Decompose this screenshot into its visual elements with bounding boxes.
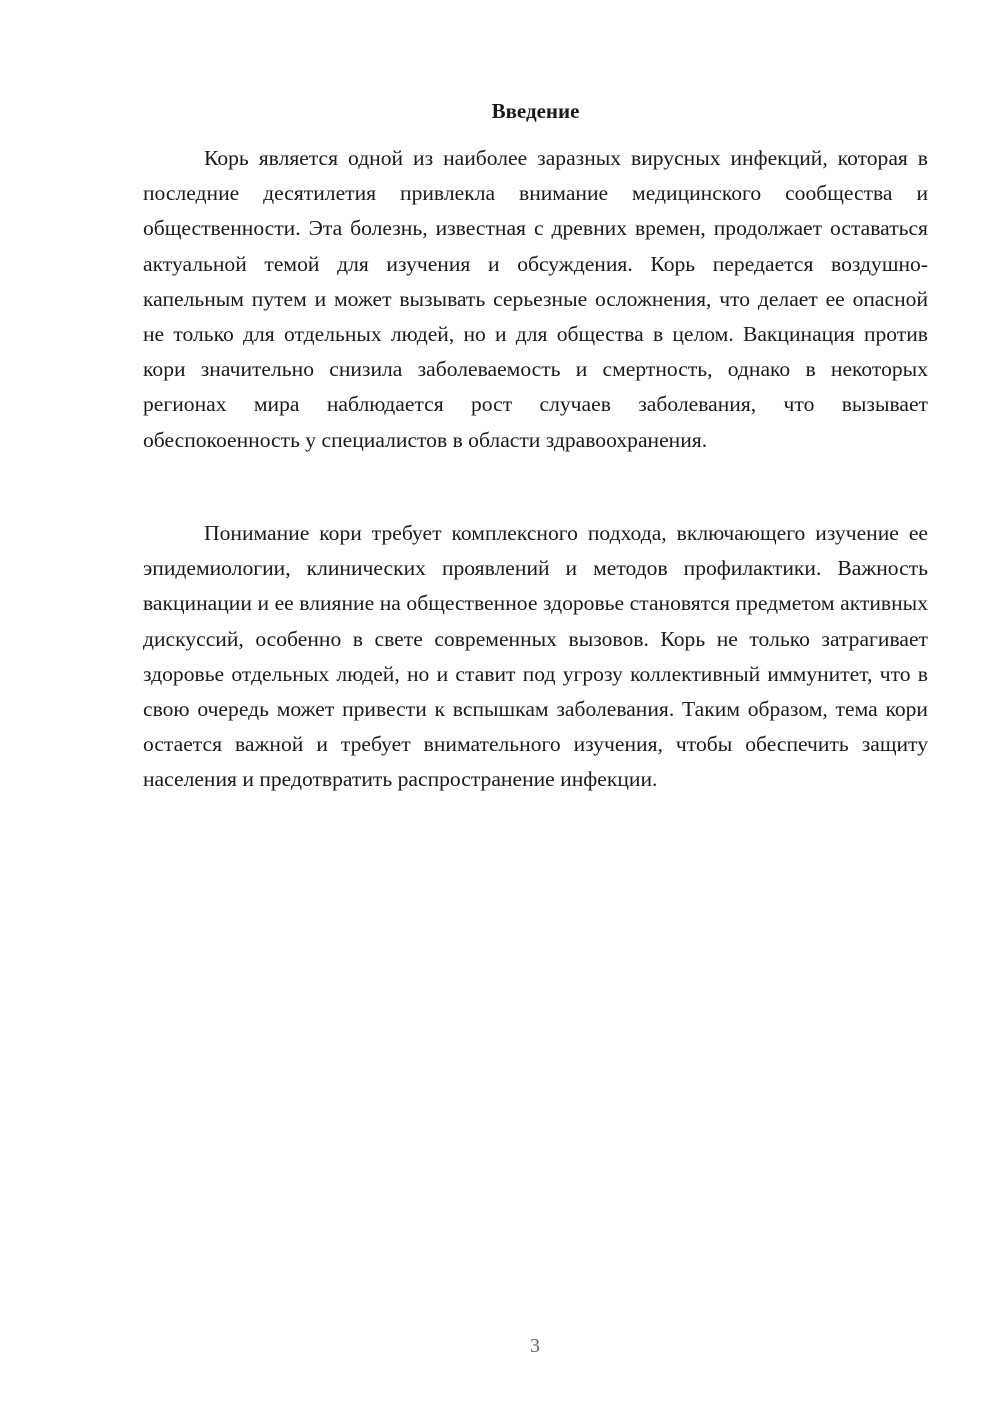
section-heading: Введение [491, 99, 580, 123]
body-paragraph-2: Понимание кори требует комплексного подхода, включающего изучение ее эпидемиологии, клинических проявлений и методов профилактики. Важность вакцинации и ее влияние на общественное здоровье становятся предметом активных дискуссий, особенно в свете современных вызовов. Корь не только затрагивает здоровье отдельных людей, но и ставит под угрозу коллективный иммунитет, что в свою очередь может привести к вспышкам заболевания. Таким образом, тема кори остается важной и требует внимательного изучения, чтобы обеспечить защиту населения и предотвратить распространение инфекции. [143, 521, 928, 792]
body-paragraph-1: Корь является одной из наиболее заразных вирусных инфекций, которая в последние десятилетия привлекла внимание медицинского сообщества и общественности. Эта болезнь, известная с древних времен, продолжает оставаться актуальной темой для изучения и обсуждения. Корь передается воздушно-капельным путем и может вызывать серьезные осложнения, что делает ее опасной не только для отдельных людей, но и для общества в целом. Вакцинация против кори значительно снизила заболеваемость и смертность, однако в некоторых регионах мира наблюдается рост случаев заболевания, что вызывает обеспокоенность у специалистов в области здравоохранения. [143, 146, 928, 452]
page-number: 3 [530, 1335, 540, 1357]
